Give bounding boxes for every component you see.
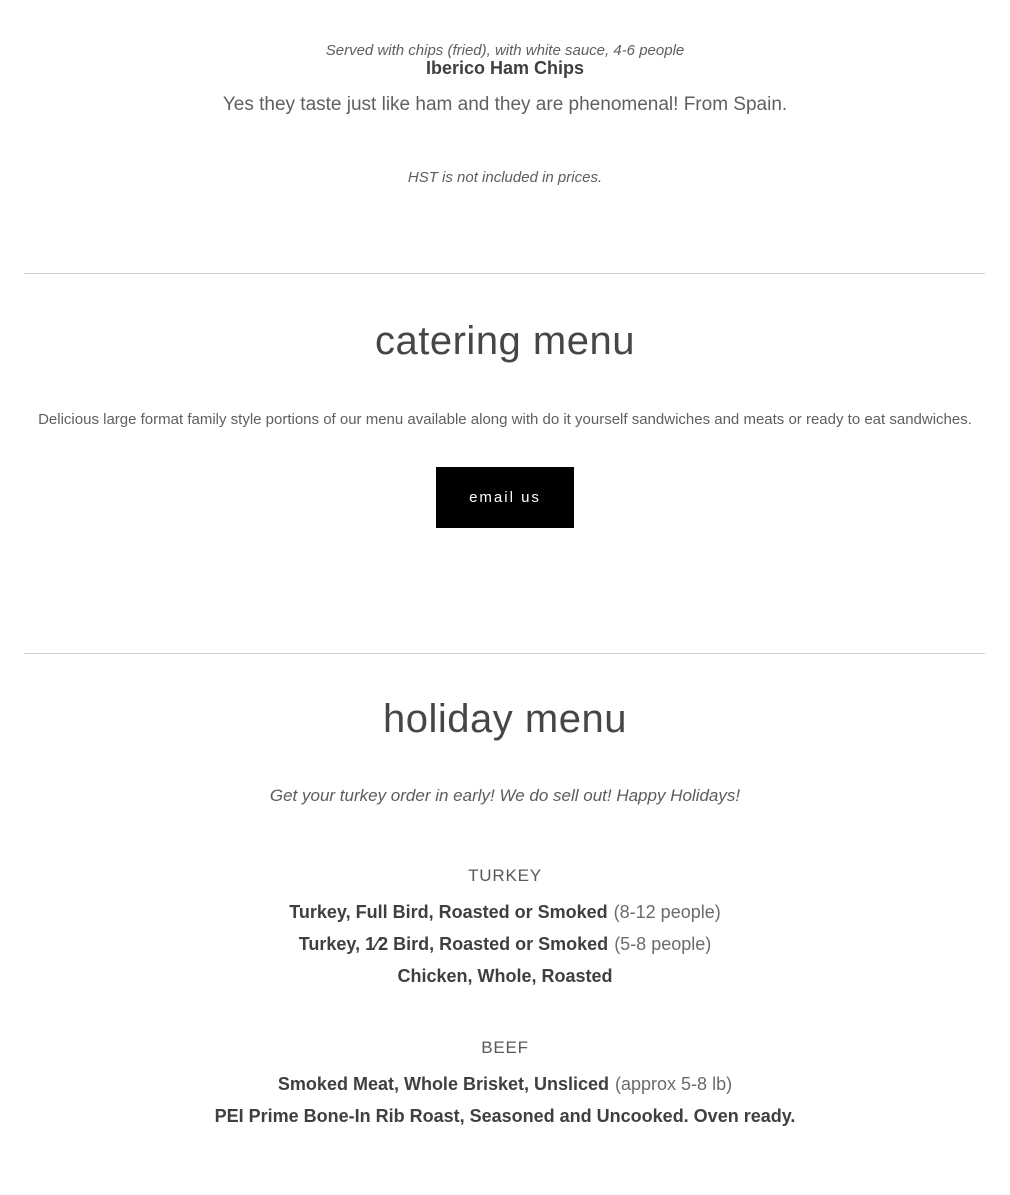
menu-item-name: Turkey, Full Bird, Roasted or Smoked [289, 902, 608, 922]
menu-item-name: Chicken, Whole, Roasted [397, 966, 613, 986]
menu-item [0, 1100, 1010, 1132]
holiday-note: Get your turkey order in early! We do sell out! Happy Holidays! [269, 786, 741, 805]
menu-item [0, 928, 1010, 960]
email-us-button[interactable]: email us [436, 467, 574, 528]
group-heading-turkey: TURKEY [468, 866, 542, 885]
menu-item [0, 960, 1010, 992]
section-divider [24, 273, 985, 274]
hst-note: HST is not included in prices. [407, 169, 603, 186]
section-divider [24, 653, 985, 654]
menu-page [0, 42, 1010, 1195]
beef-item-list [0, 1068, 1010, 1132]
catering-menu-title: catering menu [375, 319, 635, 363]
menu-item-detail: (5-8 people) [614, 934, 712, 954]
holiday-menu-title: holiday menu [383, 697, 627, 741]
menu-item [0, 1068, 1010, 1100]
menu-item-name: Smoked Meat, Whole Brisket, Unsliced [277, 1074, 610, 1094]
menu-item-name: Turkey, 1⁄2 Bird, Roasted or Smoked [298, 934, 609, 954]
menu-item-title: Iberico Ham Chips [425, 58, 585, 78]
catering-description: Delicious large format family style portions of our menu available along with do it yourself sandwiches and meats or ready to eat sandwiches. [38, 411, 972, 428]
menu-item-detail: (approx 5-8 lb) [615, 1074, 733, 1094]
group-heading-beef: BEEF [481, 1038, 529, 1057]
clipped-item-description: Served with chips (fried), with white sauce, 4-6 people [325, 42, 685, 59]
turkey-item-list [0, 896, 1010, 992]
menu-item [0, 896, 1010, 928]
menu-item-detail: (8-12 people) [613, 902, 721, 922]
menu-item-name: PEI Prime Bone-In Rib Roast, Seasoned and Uncooked. Oven ready. [214, 1106, 796, 1126]
menu-item-description: Yes they taste just like ham and they are phenomenal! From Spain. [222, 94, 788, 115]
